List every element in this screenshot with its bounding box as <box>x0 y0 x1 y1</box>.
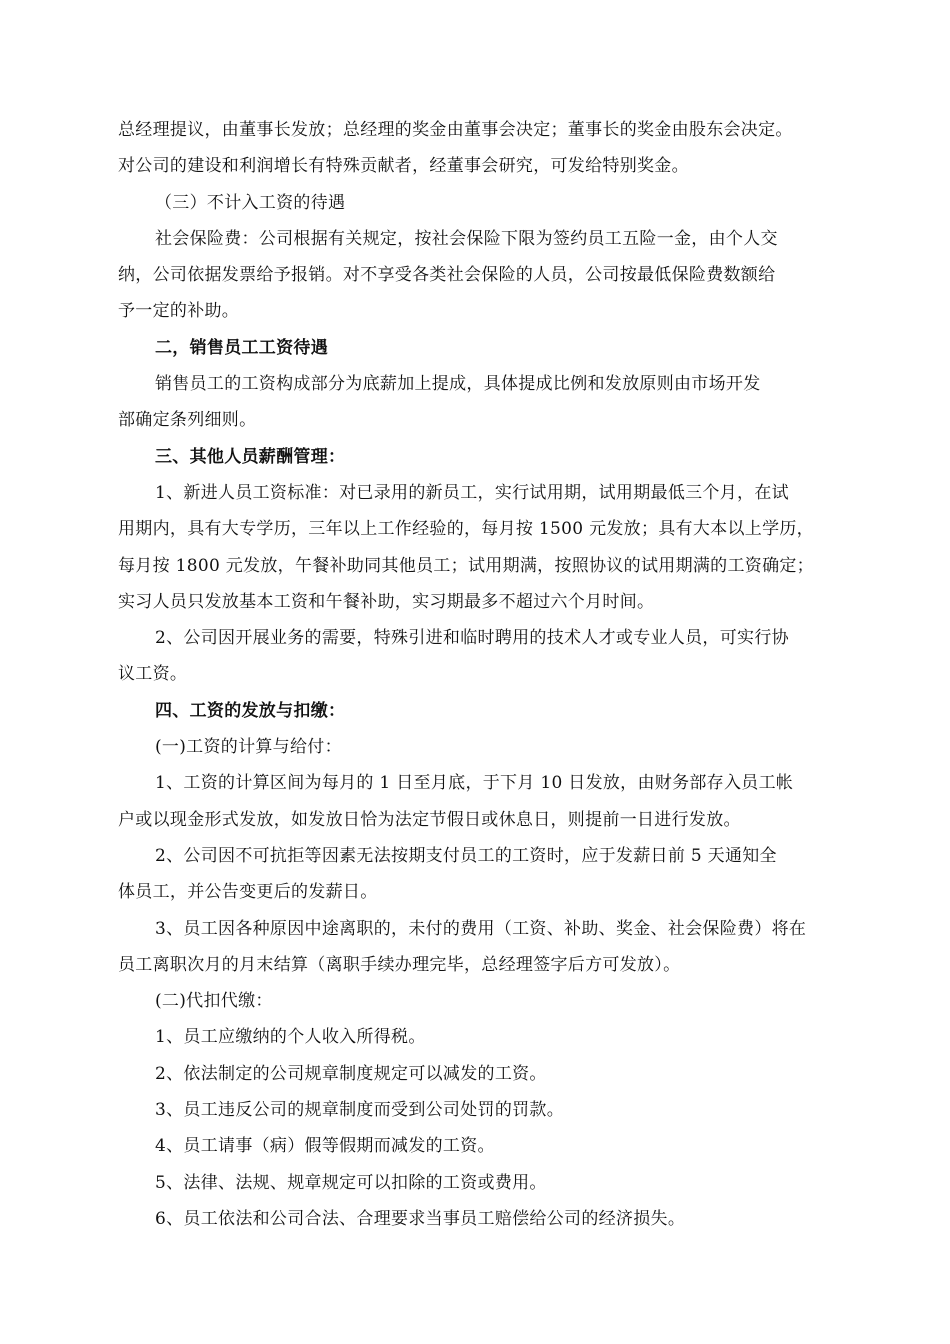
list-item: 1、员工应缴纳的个人收入所得税。 <box>155 1027 426 1048</box>
paragraph-line: 3、员工因各种原因中途离职的，未付的费用（工资、补助、奖金、社会保险费）将在 <box>155 918 807 939</box>
paragraph-line: 员工离职次月的月末结算（离职手续办理完毕，总经理签字后方可发放）。 <box>118 954 681 975</box>
list-item: 5、法律、法规、规章规定可以扣除的工资或费用。 <box>155 1172 547 1193</box>
paragraph-line: 户或以现金形式发放，如发放日恰为法定节假日或休息日，则提前一日进行发放。 <box>118 809 741 830</box>
paragraph-line: 2、公司因开展业务的需要，特殊引进和临时聘用的技术人才或专业人员，可实行协 <box>155 628 789 649</box>
list-item: 4、员工请事（病）假等假期而减发的工资。 <box>155 1136 495 1157</box>
paragraph-line: 予一定的补助。 <box>118 301 240 322</box>
list-item: 3、员工违反公司的规章制度而受到公司处罚的罚款。 <box>155 1100 565 1121</box>
paragraph-line: 体员工，并公告变更后的发薪日。 <box>118 882 378 903</box>
paragraph-line: 实习人员只发放基本工资和午餐补助，实习期最多不超过六个月时间。 <box>118 591 655 612</box>
paragraph-line: 对公司的建设和利润增长有特殊贡献者，经董事会研究，可发给特别奖金。 <box>118 156 689 177</box>
paragraph-line: 纳，公司依据发票给予报销。对不享受各类社会保险的人员，公司按最低保险费数额给 <box>118 265 776 286</box>
document-page <box>118 112 842 1237</box>
section-heading: 四、工资的发放与扣缴： <box>155 700 346 721</box>
paragraph-line: 1、工资的计算区间为每月的 1 日至月底，于下月 10 日发放，由财务部存入员工帐 <box>155 773 794 794</box>
section-heading: 二，销售员工工资待遇 <box>155 337 328 358</box>
list-item: 2、依法制定的公司规章制度规定可以减发的工资。 <box>155 1063 547 1084</box>
paragraph-line: 部确定条列细则。 <box>118 410 257 431</box>
paragraph-line: 总经理提议，由董事长发放；总经理的奖金由董事会决定；董事长的奖金由股东会决定。 <box>118 120 793 140</box>
list-item: 6、员工依法和公司合法、合理要求当事员工赔偿给公司的经济损失。 <box>155 1208 686 1229</box>
paragraph-line: 社会保险费：公司根据有关规定，按社会保险下限为签约员工五险一金，由个人交 <box>155 228 778 249</box>
paragraph-line: 2、公司因不可抗拒等因素无法按期支付员工的工资时，应于发薪日前 5 天通知全 <box>155 845 777 866</box>
section-heading: 三、其他人员薪酬管理： <box>155 446 346 467</box>
paragraph-line: 销售员工的工资构成部分为底薪加上提成，具体提成比例和发放原则由市场开发 <box>155 374 761 395</box>
paragraph-line: 用期内，具有大专学历，三年以上工作经验的，每月按 1500 元发放；具有大本以上学历， <box>118 519 814 540</box>
subsection-heading: (二)代扣代缴： <box>155 991 273 1012</box>
subsection-heading: (一)工资的计算与给付： <box>155 737 342 758</box>
subsection-heading: （三）不计入工资的待遇 <box>155 192 346 213</box>
paragraph-line: 每月按 1800 元发放，午餐补助同其他员工；试用期满，按照协议的试用期满的工资确定； <box>118 555 814 576</box>
paragraph-line: 议工资。 <box>118 664 188 685</box>
paragraph-line: 1、新进人员工资标准：对已录用的新员工，实行试用期，试用期最低三个月，在试 <box>155 482 789 503</box>
